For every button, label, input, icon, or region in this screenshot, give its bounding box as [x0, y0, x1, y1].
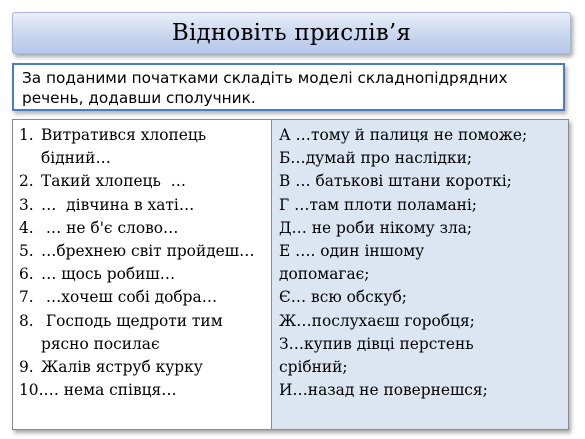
page-title: Відновіть прислів’я	[171, 20, 412, 46]
matching-table	[12, 119, 569, 430]
beginnings-column	[13, 120, 272, 429]
list-item: 1. Витратився хлопець	[19, 126, 207, 144]
task-box	[12, 63, 565, 111]
list-item-continuation: допомагає;	[279, 265, 370, 284]
list-item: Б…думай про наслідки;	[279, 149, 473, 168]
list-item: 7. …хочеш собі добра…	[19, 288, 218, 307]
list-item: З…купив дівці перстень	[279, 334, 474, 353]
list-item-continuation: рясно посилає	[41, 334, 160, 353]
list-item: 9. Жалів яструб курку	[19, 358, 203, 377]
list-item: 10. … нема співця…	[19, 381, 177, 400]
list-item: 5. …брехнею світ пройдеш…	[19, 242, 255, 261]
list-item: И…назад не повернешся;	[279, 381, 488, 400]
endings-column	[272, 120, 568, 429]
list-item: Г …там плоти поламані;	[279, 195, 477, 214]
list-item-continuation: срібний;	[279, 358, 348, 377]
task-line-1: За поданими початками складіть моделі складнопідрядних	[22, 69, 508, 87]
list-item-continuation: бідний…	[41, 149, 111, 168]
list-item: 6. … щось робиш…	[19, 265, 176, 284]
list-item: Д… не роби нікому зла;	[279, 218, 473, 237]
task-line-2: речень, додавши сполучник.	[22, 89, 256, 107]
list-item: А …тому й палиця не поможе;	[279, 126, 528, 144]
list-item: Є… всю обскуб;	[279, 288, 407, 307]
list-item: 3. … дівчина в хаті…	[19, 195, 195, 214]
list-item: 4. … не б'є слово…	[19, 218, 179, 237]
list-item: Ж…послухаєш горобця;	[279, 311, 475, 330]
list-item: В … батькові штани короткі;	[279, 172, 512, 191]
list-item: 2. Такий хлопець …	[19, 172, 187, 191]
list-item: 8. Господь щедроти тим	[19, 311, 223, 330]
list-item: Е …. один іншому	[279, 242, 425, 261]
title-banner	[12, 12, 571, 54]
